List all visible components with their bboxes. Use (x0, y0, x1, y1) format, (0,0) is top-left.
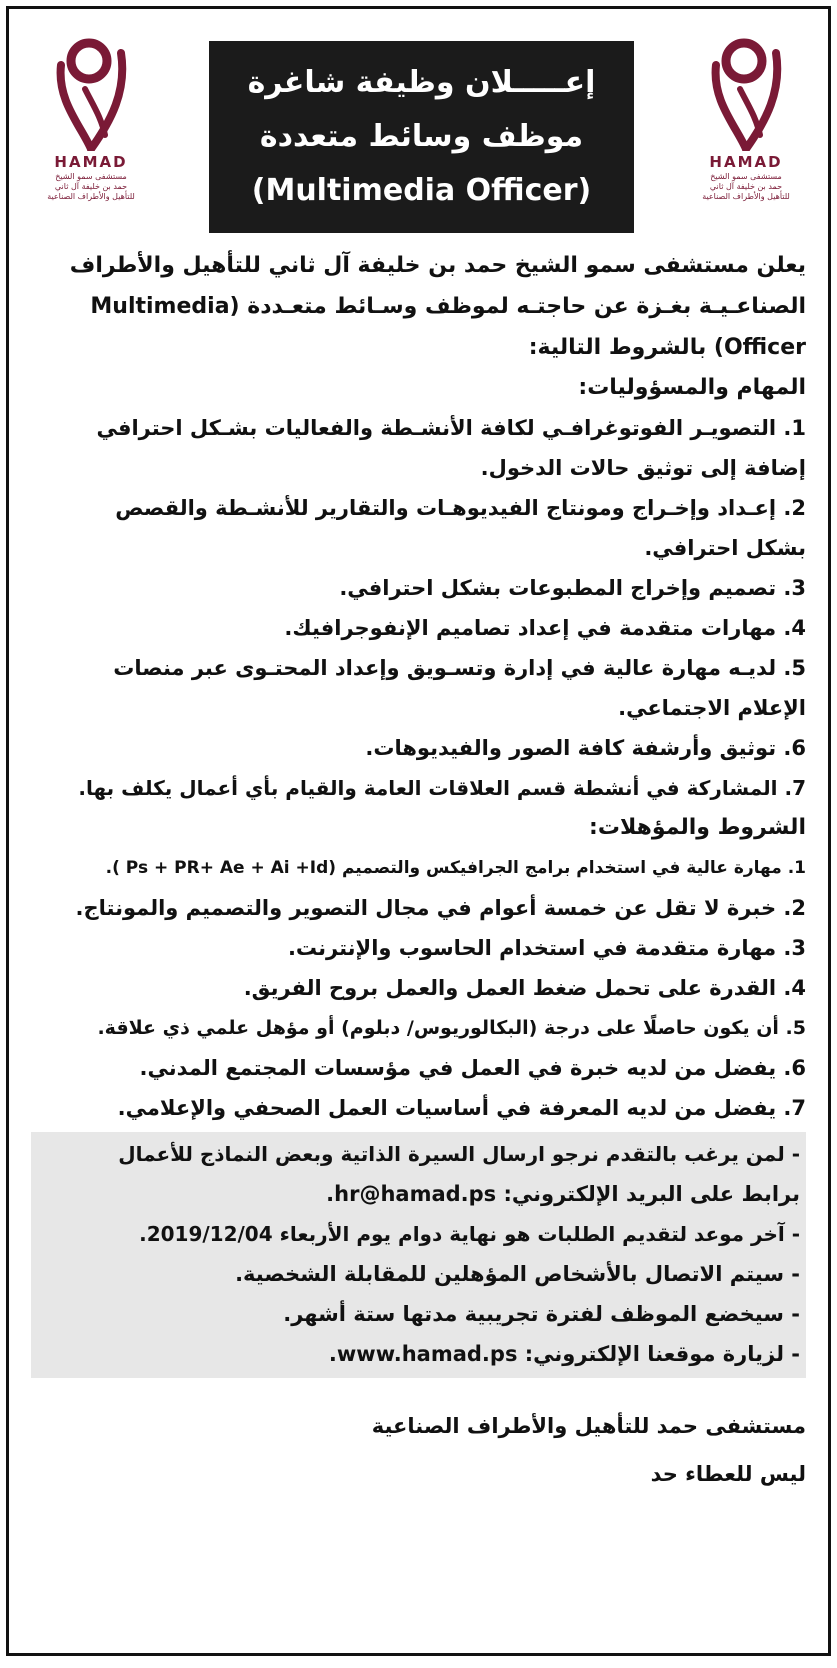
qualifications-list (31, 848, 806, 1128)
title-box (209, 41, 634, 233)
duty-item: 6. توثيق وأرشفة كافة الصور والفيديوهات. (365, 736, 806, 760)
note-line: - سيتم الاتصال بالأشخاص المؤهلين للمقابلة الشخصية. (235, 1262, 800, 1286)
hamad-logo-left (31, 31, 151, 236)
qualification-item: 7. يفضل من لديه المعرفة في أساسيات العمل الصحفي والإعلامي. (117, 1096, 806, 1120)
title-position-english: (Multimedia Officer) (251, 173, 592, 208)
footer-hospital-name: مستشفى حمد للتأهيل والأطراف الصناعية (371, 1414, 806, 1438)
qualification-item: 4. القدرة على تحمل ضغط العمل والعمل بروح الفريق. (243, 976, 806, 1000)
footer-slogan: ليس للعطاء حد (650, 1462, 806, 1486)
qualifications-heading: الشروط والمؤهلات: (589, 815, 806, 840)
logo-name: HAMAD (709, 153, 783, 171)
duty-item: 4. مهارات متقدمة في إعداد تصاميم الإنفوجرافيك. (284, 616, 806, 640)
hamad-logo-icon (706, 31, 786, 151)
title-announcement: إعـــــلان وظيفة شاغرة (247, 65, 596, 100)
qualification-item: 1. مهارة عالية في استخدام برامج الجرافيكس والتصميم (Ps + PR+ Ae + Ai +Id ). (105, 858, 806, 878)
hamad-logo-icon (51, 31, 131, 151)
job-advertisement (6, 6, 831, 1656)
intro-line: يعلن مستشفى سمو الشيخ حمد بن خليفة آل ثاني للتأهيل والأطراف (69, 253, 806, 278)
duty-item: 3. تصميم وإخراج المطبوعات بشكل احترافي. (339, 576, 806, 600)
note-email-line: برابط على البريد الإلكتروني: hr@hamad.ps. (326, 1182, 800, 1206)
qualification-item: 2. خبرة لا تقل عن خمسة أعوام في مجال التصوير والتصميم والمونتاج. (75, 896, 806, 920)
logo-subtitle: مستشفى سمو الشيخ حمد بن خليفة آل ثاني للتأهيل والأطراف الصناعية (702, 172, 790, 201)
ad-content (31, 245, 806, 1498)
qualification-item: 5. أن يكون حاصلًا على درجة (البكالوريوس/ دبلوم) أو مؤهل علمي ذي علاقة. (97, 1017, 806, 1039)
intro-line: Officer) بالشروط التالية: (528, 335, 806, 360)
duties-heading: المهام والمسؤوليات: (578, 375, 806, 400)
footer (31, 1402, 806, 1498)
intro-paragraph (31, 245, 806, 368)
note-website-line: - لزيارة موقعنا الإلكتروني: www.hamad.ps. (328, 1342, 800, 1366)
note-line: - سيخضع الموظف لفترة تجريبية مدتها ستة أشهر. (283, 1302, 800, 1326)
note-deadline-line: - آخر موعد لتقديم الطلبات هو نهاية دوام يوم الأربعاء 2019/12/04. (139, 1222, 800, 1246)
qualification-item: 3. مهارة متقدمة في استخدام الحاسوب والإنترنت. (287, 936, 806, 960)
duty-item: 5. لديـه مهارة عالية في إدارة وتسـويق وإعداد المحتـوى عبر منصات الإعلام الاجتماعي. (113, 656, 806, 720)
duty-item: 2. إعـداد وإخـراج ومونتاج الفيديوهـات والتقارير للأنشـطة والقصص بشكل احترافي. (115, 496, 806, 560)
title-position-arabic: موظف وسائط متعددة (259, 119, 584, 154)
logo-name: HAMAD (54, 153, 128, 171)
hamad-logo-right (686, 31, 806, 236)
duty-item: 7. المشاركة في أنشطة قسم العلاقات العامة والقيام بأي أعمال يكلف بها. (78, 776, 806, 800)
logo-subtitle: مستشفى سمو الشيخ حمد بن خليفة آل ثاني للتأهيل والأطراف الصناعية (47, 172, 135, 201)
duties-list (31, 408, 806, 808)
application-notes-box (31, 1132, 806, 1378)
duty-item: 1. التصويـر الفوتوغرافـي لكافة الأنشـطة والفعاليات بشـكل احترافي إضافة إلى توثيق حالات الدخول. (96, 416, 806, 480)
note-line: - لمن يرغب بالتقدم نرجو ارسال السيرة الذاتية وبعض النماذج للأعمال (118, 1142, 800, 1166)
qualification-item: 6. يفضل من لديه خبرة في العمل في مؤسسات المجتمع المدني. (139, 1056, 806, 1080)
intro-line: الصناعـيـة بغـزة عن حاجتـه لموظف وسـائط متعـددة (Multimedia (90, 294, 806, 319)
